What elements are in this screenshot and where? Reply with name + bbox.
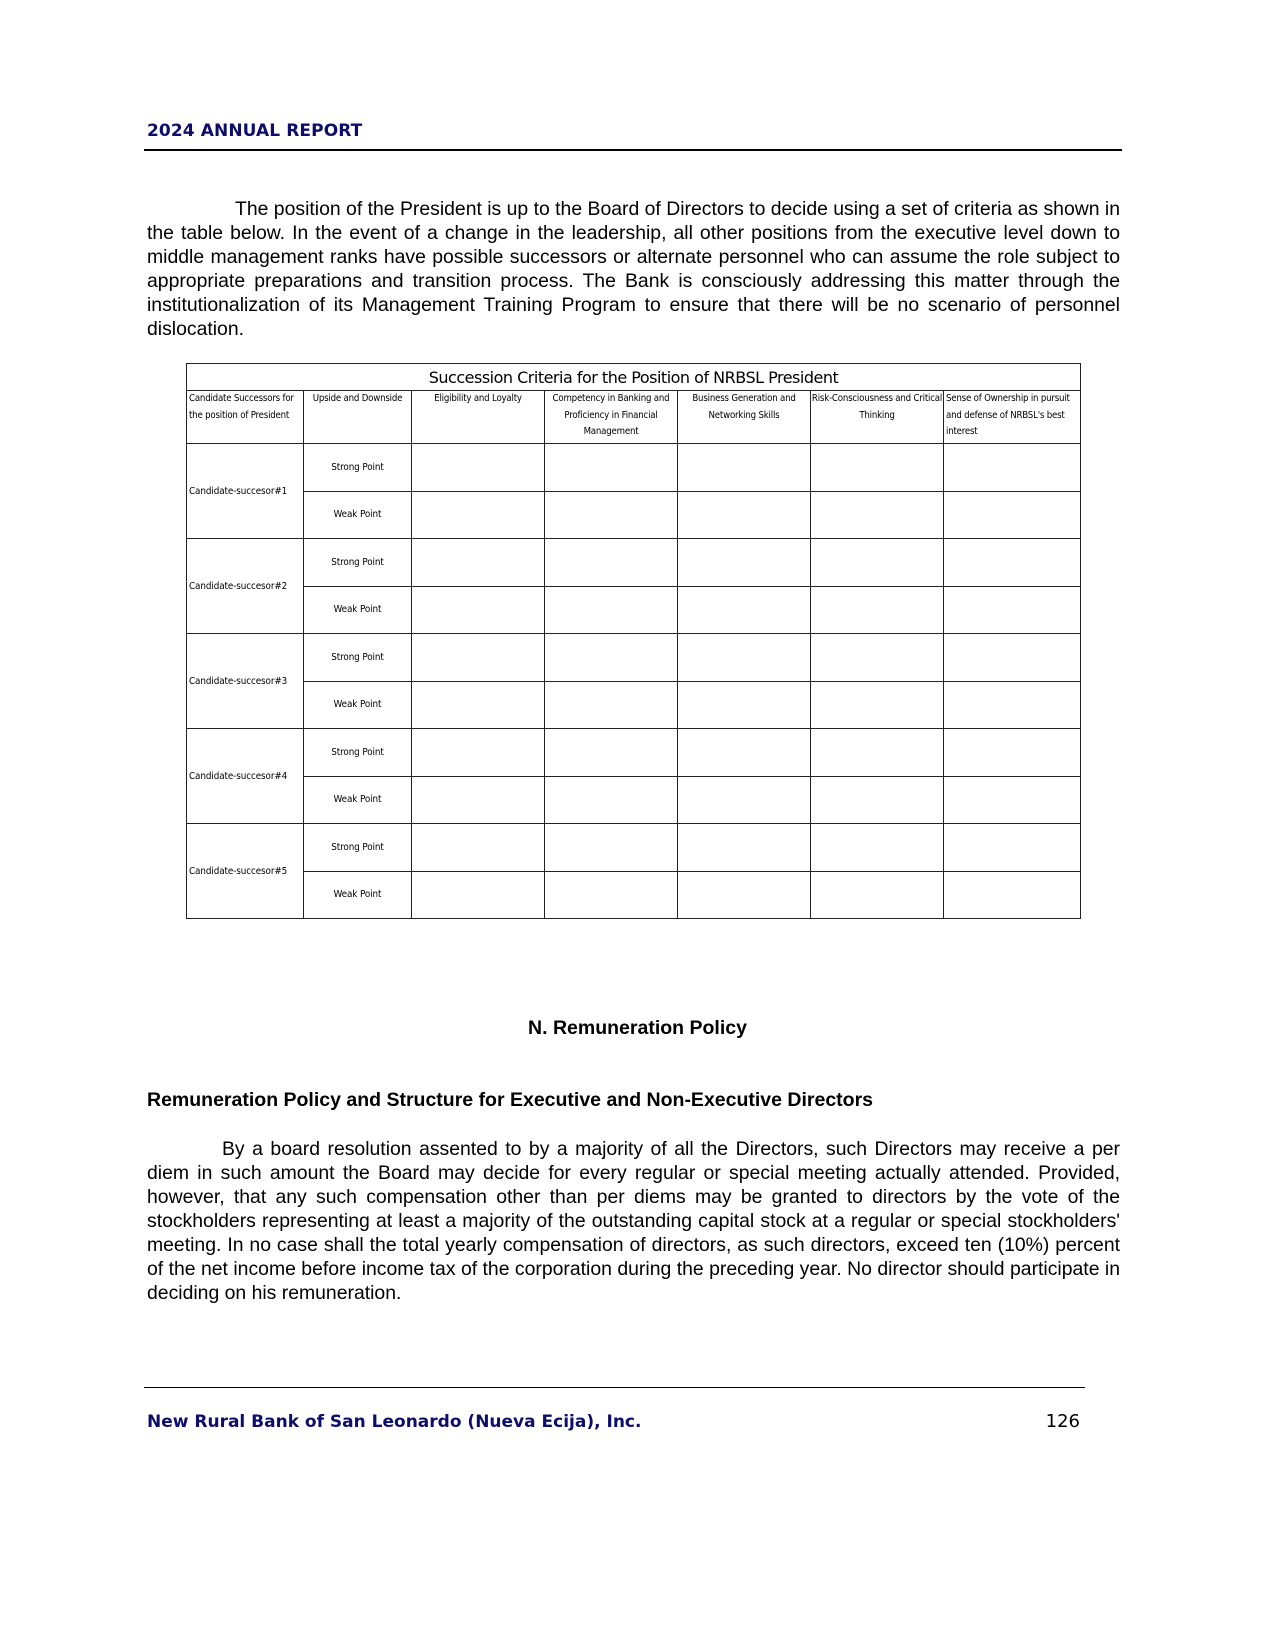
criteria-cell[interactable] — [678, 634, 811, 682]
weak-point-cell: Weak Point — [304, 871, 412, 919]
criteria-cell[interactable] — [678, 539, 811, 587]
criteria-cell[interactable] — [545, 444, 678, 492]
criteria-cell[interactable] — [412, 681, 545, 729]
candidate-name-cell: Candidate-succesor#1 — [187, 444, 304, 539]
remuneration-paragraph — [147, 1137, 1120, 1305]
criteria-cell[interactable] — [545, 634, 678, 682]
column-header: Candidate Successors for the position of President — [187, 391, 304, 444]
criteria-cell[interactable] — [944, 681, 1081, 729]
section-subtitle: Remuneration Policy and Structure for Executive and Non-Executive Directors — [147, 1089, 874, 1111]
report-header-title: 2024 ANNUAL REPORT — [147, 121, 363, 141]
table-caption: Succession Criteria for the Position of NRBSL President — [187, 364, 1081, 391]
succession-criteria-table — [186, 363, 1081, 919]
strong-point-cell: Strong Point — [304, 729, 412, 777]
criteria-cell[interactable] — [811, 539, 944, 587]
criteria-cell[interactable] — [678, 491, 811, 539]
table-row — [187, 444, 1081, 492]
criteria-cell[interactable] — [412, 444, 545, 492]
column-header: Sense of Ownership in pursuit and defense of NRBSL's best interest — [944, 391, 1081, 444]
table-row — [187, 871, 1081, 919]
criteria-cell[interactable] — [678, 444, 811, 492]
criteria-cell[interactable] — [944, 729, 1081, 777]
column-header: Upside and Downside — [304, 391, 412, 444]
criteria-cell[interactable] — [678, 729, 811, 777]
table-caption-row — [187, 364, 1081, 391]
table-row — [187, 681, 1081, 729]
criteria-cell[interactable] — [678, 871, 811, 919]
criteria-cell[interactable] — [811, 444, 944, 492]
criteria-cell[interactable] — [811, 586, 944, 634]
criteria-cell[interactable] — [545, 824, 678, 872]
table-row — [187, 729, 1081, 777]
table-header-row — [187, 391, 1081, 444]
criteria-cell[interactable] — [944, 824, 1081, 872]
candidate-name-cell: Candidate-succesor#5 — [187, 824, 304, 919]
criteria-cell[interactable] — [811, 634, 944, 682]
column-header: Business Generation and Networking Skills — [678, 391, 811, 444]
strong-point-cell: Strong Point — [304, 824, 412, 872]
criteria-cell[interactable] — [944, 871, 1081, 919]
criteria-cell[interactable] — [944, 776, 1081, 824]
criteria-cell[interactable] — [545, 681, 678, 729]
header-divider — [144, 149, 1122, 151]
intro-paragraph-text: The position of the President is up to the Board of Directors to decide using a set of criteria as shown in the table below. In the event of a change in the leadership, all other positions from the executive level down to middle management ranks have possible successors or alternate personnel who can assume the role subject to appropriate preparations and transition process. The Bank is consciously addressing this matter through the institutionalization of its Management Training Program to ensure that there will be no scenario of personnel dislocation. — [147, 198, 1120, 340]
strong-point-cell: Strong Point — [304, 444, 412, 492]
criteria-cell[interactable] — [545, 491, 678, 539]
criteria-cell[interactable] — [678, 681, 811, 729]
criteria-cell[interactable] — [678, 586, 811, 634]
criteria-cell[interactable] — [944, 444, 1081, 492]
criteria-cell[interactable] — [811, 824, 944, 872]
footer-divider — [144, 1387, 1085, 1388]
criteria-cell[interactable] — [412, 586, 545, 634]
criteria-cell[interactable] — [944, 634, 1081, 682]
criteria-cell[interactable] — [545, 729, 678, 777]
candidate-name-cell: Candidate-succesor#3 — [187, 634, 304, 729]
criteria-cell[interactable] — [811, 871, 944, 919]
criteria-cell[interactable] — [412, 824, 545, 872]
criteria-cell[interactable] — [545, 776, 678, 824]
weak-point-cell: Weak Point — [304, 776, 412, 824]
criteria-cell[interactable] — [944, 586, 1081, 634]
weak-point-cell: Weak Point — [304, 586, 412, 634]
table-row — [187, 634, 1081, 682]
criteria-cell[interactable] — [412, 729, 545, 777]
remuneration-paragraph-text: By a board resolution assented to by a majority of all the Directors, such Directors may receive a per diem in such amount the Board may decide for every regular or special meeting actually attended. Provided, however, that any such compensation other than per diems may be granted to directors by the vote of the stockholders representing at least a majority of the outstanding capital stock at a regular or special stockholders' meeting. In no case shall the total yearly compensation of directors, as such directors, exceed ten (10%) percent of the net income before income tax of the corporation during the preceding year. No director should participate in deciding on his remuneration. — [147, 1138, 1120, 1304]
intro-paragraph — [147, 197, 1120, 341]
criteria-cell[interactable] — [944, 539, 1081, 587]
table-row — [187, 776, 1081, 824]
table-row — [187, 491, 1081, 539]
criteria-cell[interactable] — [412, 491, 545, 539]
weak-point-cell: Weak Point — [304, 681, 412, 729]
candidate-name-cell: Candidate-succesor#4 — [187, 729, 304, 824]
criteria-cell[interactable] — [412, 776, 545, 824]
criteria-cell[interactable] — [412, 634, 545, 682]
criteria-cell[interactable] — [545, 539, 678, 587]
footer-bank-name: New Rural Bank of San Leonardo (Nueva Ecija), Inc. — [147, 1412, 642, 1432]
criteria-cell[interactable] — [811, 776, 944, 824]
criteria-cell[interactable] — [545, 871, 678, 919]
criteria-cell[interactable] — [678, 776, 811, 824]
weak-point-cell: Weak Point — [304, 491, 412, 539]
table-row — [187, 539, 1081, 587]
column-header: Competency in Banking and Proficiency in Financial Management — [545, 391, 678, 444]
criteria-cell[interactable] — [412, 539, 545, 587]
column-header: Risk-Consciousness and Critical Thinking — [811, 391, 944, 444]
criteria-cell[interactable] — [811, 729, 944, 777]
strong-point-cell: Strong Point — [304, 634, 412, 682]
candidate-name-cell: Candidate-succesor#2 — [187, 539, 304, 634]
criteria-cell[interactable] — [545, 586, 678, 634]
criteria-cell[interactable] — [811, 681, 944, 729]
table-row — [187, 824, 1081, 872]
column-header: Eligibility and Loyalty — [412, 391, 545, 444]
criteria-cell[interactable] — [678, 824, 811, 872]
table-row — [187, 586, 1081, 634]
criteria-cell[interactable] — [412, 871, 545, 919]
section-title: N. Remuneration Policy — [528, 1017, 747, 1039]
criteria-cell[interactable] — [944, 491, 1081, 539]
criteria-cell[interactable] — [811, 491, 944, 539]
strong-point-cell: Strong Point — [304, 539, 412, 587]
page-number: 126 — [1045, 1411, 1080, 1432]
